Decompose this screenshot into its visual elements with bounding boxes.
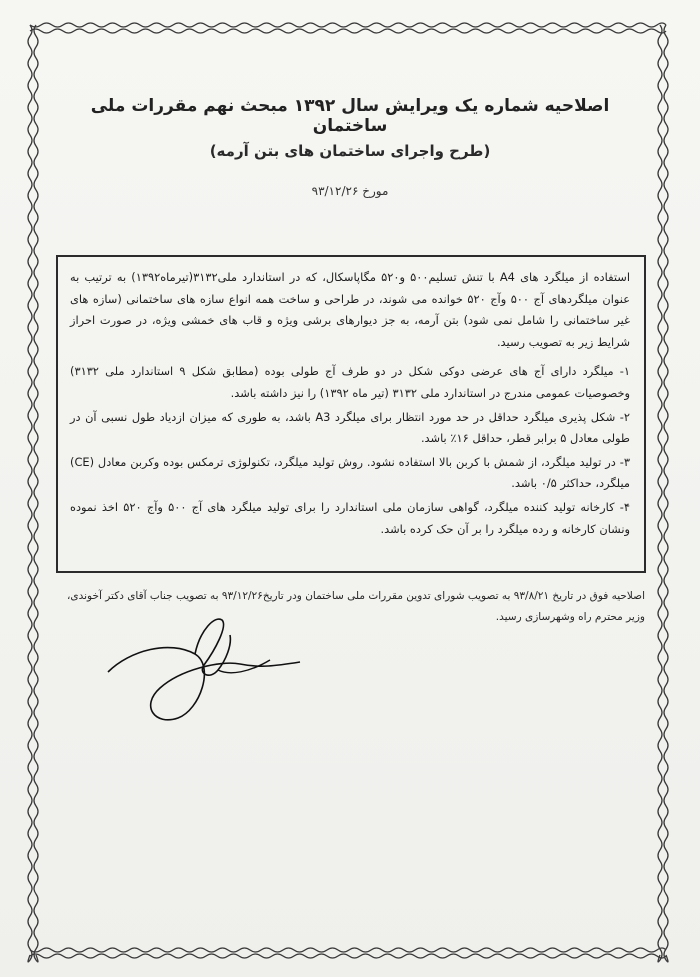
handwritten-signature xyxy=(100,610,310,730)
border-wave-line xyxy=(28,25,32,962)
approval-line-1: اصلاحیه فوق در تاریخ ۹۳/۸/۲۱ به تصویب شورای تدوین مقررات ملی ساختمان ودر تاریخ۹۳/۱۲/۲۶ به تصویب جناب آقای دکتر آخوندی، xyxy=(67,590,645,602)
border-wave-line xyxy=(664,25,668,962)
condition-item-3: ۳- در تولید میلگرد، از شمش با کربن بالا استفاده نشود. روش تولید میلگرد، تکنولوژی ترمکس بوده وکربن معادل (CE) میلگرد، حداکثر ۰/۵ باشد. xyxy=(70,454,630,491)
border-wave-line xyxy=(30,29,666,33)
condition-item-4: ۴- کارخانه تولید کننده میلگرد، گواهی سازمان ملی استاندارد را برای تولید میلگرد های آج ۵۰۰ وآج ۵۲۰ اخذ نموده ونشان کارخانه و رده میلگرد را بر آن حک کرده باشد. xyxy=(70,499,631,536)
document-title: اصلاحیه شماره یک ویرایش سال ۱۳۹۲ مبحث نهم مقررات ملی ساختمان xyxy=(90,96,610,136)
border-wave-line xyxy=(34,25,38,962)
resolution-intro: استفاده از میلگرد های A4 با تنش تسلیم۵۰۰ و۵۲۰ مگاپاسکال، که در استاندارد ملی۳۱۳۲(تیرماه۱۳۹۲) به ترتیب به عنوان میلگردهای آج ۵۰۰ وآج ۵۲۰ خوانده می شوند، در طراحی و ساخت همه انواع سازه های ساختمانی (سازه های غیر ساختمانی را شامل نمی شود) بتن آرمه، به جز دیوارهای برشی ویژه و قاب های خمشی ویژه، در صورت احراز شرایط زیر به تصویب رسید. xyxy=(70,270,631,349)
resolution-box xyxy=(56,255,646,573)
border-wave-line xyxy=(30,954,666,958)
document-subtitle: (طرح واجرای ساختمان های بتن آرمه) xyxy=(209,142,491,160)
document-date: مورخ ۹۳/۱۲/۲۶ xyxy=(311,184,389,198)
approval-line-2: وزیر محترم راه وشهرسازی رسید. xyxy=(495,611,645,623)
border-wave-line xyxy=(30,948,666,952)
condition-item-1: ۱- میلگرد دارای آج های عرضی دوکی شکل در دو طرف آج طولی بوده (مطابق شکل ۹ استاندارد ملی ۳۱۳۲) وخصوصیات عمومی مندرج در استاندارد ملی ۳۱۳۲ (تیر ماه ۱۳۹۲) را نیز داشته باشد. xyxy=(70,364,631,400)
border-wave-line xyxy=(30,23,666,27)
border-wave-line xyxy=(658,25,662,962)
condition-item-2: ۲- شکل پذیری میلگرد حداقل در حد مورد انتظار برای میلگرد A3 باشد، به طوری که میزان ازدیاد طول نسبی آن در طولی معادل ۵ برابر قطر، حداقل ۱۶٪ باشد. xyxy=(70,409,630,446)
